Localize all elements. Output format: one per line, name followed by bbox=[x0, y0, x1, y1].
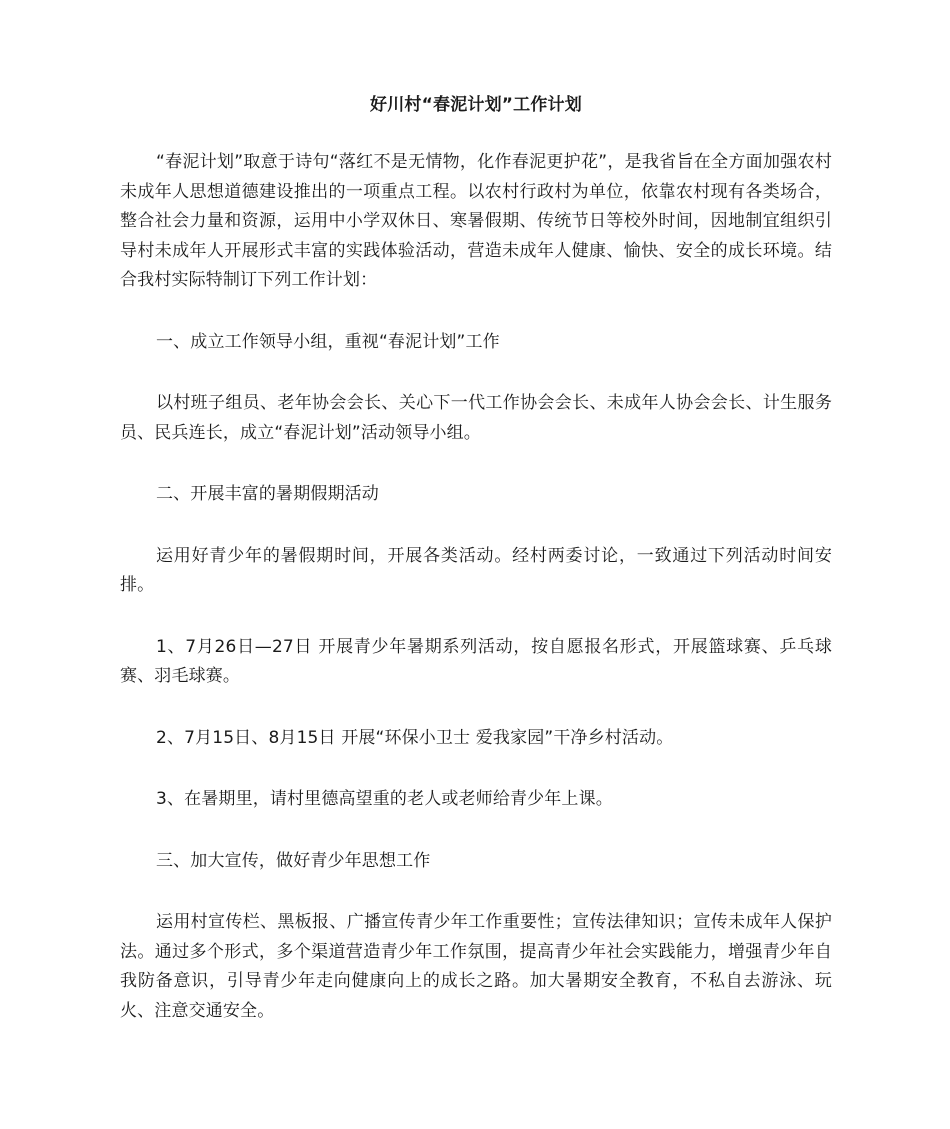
activity-item-1: 1、7月26日—27日 开展青少年暑期系列活动，按自愿报名形式，开展篮球赛、乒乓球赛、羽毛球赛。 bbox=[120, 636, 832, 686]
document-title: 好川村“春泥计划”工作计划 bbox=[370, 95, 582, 115]
section-1-body: 以村班子组员、老年协会会长、关心下一代工作协会会长、未成年人协会会长、计生服务员、民兵连长，成立“春泥计划”活动领导小组。 bbox=[120, 393, 832, 443]
section-heading-1: 一、成立工作领导小组，重视“春泥计划”工作 bbox=[156, 331, 500, 352]
section-heading-3: 三、加大宣传，做好青少年思想工作 bbox=[156, 850, 431, 871]
activity-item-2: 2、7月15日、8月15日 开展“环保小卫士 爱我家园”干净乡村活动。 bbox=[156, 727, 674, 748]
activity-item-3: 3、在暑期里，请村里德高望重的老人或老师给青少年上课。 bbox=[156, 789, 613, 809]
intro-paragraph: “春泥计划”取意于诗句“落红不是无情物，化作春泥更护花”，是我省旨在全方面加强农村未成年人思想道德建设推出的一项重点工程。以农村行政村为单位，依靠农村现有各类场合，整合社会力量和资源，运用中小学双休日、寒暑假期、传统节日等校外时间，因地制宜组织引导村未成年人开展形式丰富的实践体验活动，营造未成年人健康、愉快、安全的成长环境。结合我村实际特制订下列工作计划： bbox=[120, 152, 832, 290]
section-3-body: 运用村宣传栏、黑板报、广播宣传青少年工作重要性；宣传法律知识；宣传未成年人保护法。通过多个形式，多个渠道营造青少年工作氛围，提高青少年社会实践能力，增强青少年自我防备意识，引导青少年走向健康向上的成长之路。加大暑期安全教育，不私自去游泳、玩火、注意交通安全。 bbox=[120, 912, 832, 1021]
document-page bbox=[120, 92, 832, 1058]
section-heading-2: 二、开展丰富的暑期假期活动 bbox=[156, 484, 379, 504]
section-2-body: 运用好青少年的暑假期时间，开展各类活动。经村两委讨论，一致通过下列活动时间安排。 bbox=[120, 545, 832, 595]
